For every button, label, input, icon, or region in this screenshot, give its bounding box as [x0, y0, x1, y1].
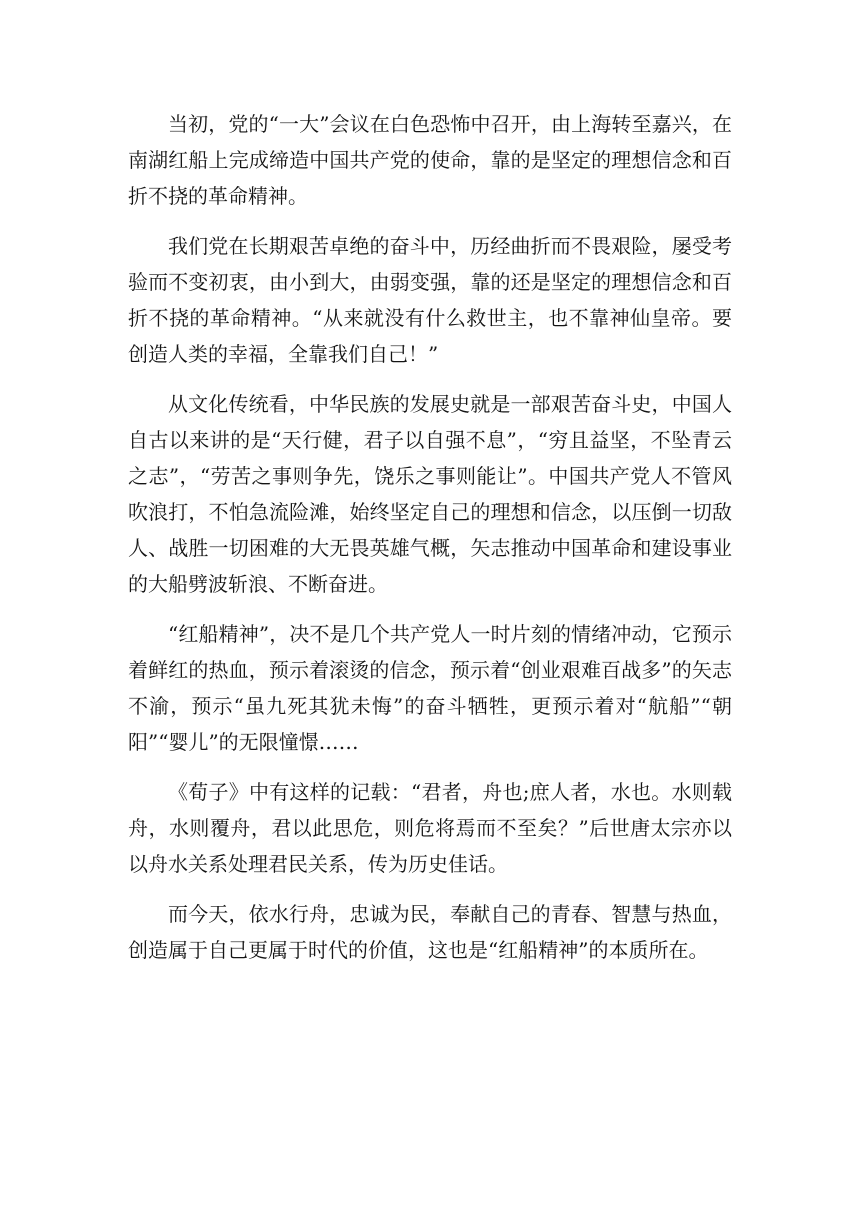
paragraph-5: 《荀子》中有这样的记载：“君者，舟也;庶人者，水也。水则载舟，水则覆舟，君以此思危，则危将焉而不至矣？”后世唐太宗亦以以舟水关系处理君民关系，传为历史佳话。 — [128, 780, 732, 876]
paragraph-1: 当初，党的“一大”会议在白色恐怖中召开，由上海转至嘉兴，在南湖红船上完成缔造中国共产党的使命，靠的是坚定的理想信念和百折不挠的革命精神。 — [128, 112, 732, 208]
paragraph-3: 从文化传统看，中华民族的发展史就是一部艰苦奋斗史，中国人自古以来讲的是“天行健，君子以自强不息”，“穷且益坚，不坠青云之志”，“劳苦之事则争先，饶乐之事则能让”。中国共产党人不管风吹浪打，不怕急流险滩，始终坚定自己的理想和信念，以压倒一切敌人、战胜一切困难的大无畏英雄气概，矢志推动中国革命和建设事业的大船劈波斩浪、不断奋进。 — [128, 392, 732, 596]
paragraph-6: 而今天，依水行舟，忠诚为民，奉献自己的青春、智慧与热血，创造属于自己更属于时代的价值，这也是“红船精神”的本质所在。 — [128, 902, 732, 962]
paragraph-2: 我们党在长期艰苦卓绝的奋斗中，历经曲折而不畏艰险，屡受考验而不变初衷，由小到大，由弱变强，靠的还是坚定的理想信念和百折不挠的革命精神。“从来就没有什么救世主，也不靠神仙皇帝。要创造人类的幸福，全靠我们自己！” — [128, 234, 732, 366]
document-body — [128, 106, 732, 982]
paragraph-4: “红船精神”，决不是几个共产党人一时片刻的情绪冲动，它预示着鲜红的热血，预示着滚烫的信念，预示着“创业艰难百战多”的矢志不渝，预示“虽九死其犹未悔”的奋斗牺牲，更预示着对“航船”“朝阳”“婴儿”的无限憧憬…… — [128, 622, 732, 754]
